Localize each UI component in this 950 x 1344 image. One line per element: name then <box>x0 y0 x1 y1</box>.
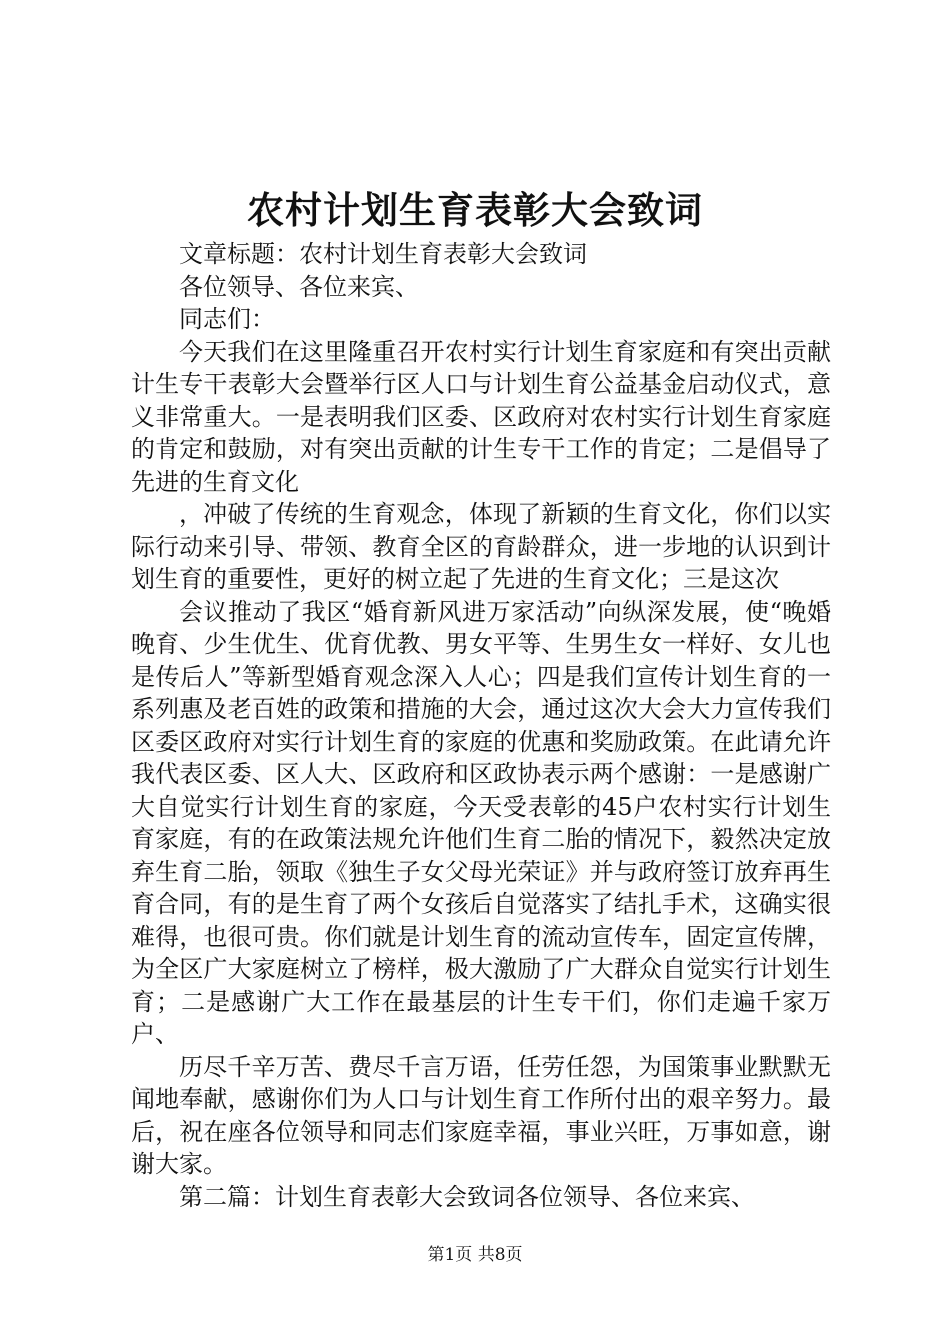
document-title: 农村计划生育表彰大会致词 <box>247 188 703 232</box>
page-number-footer: 第1页 共8页 <box>427 1245 523 1265</box>
document-body <box>131 238 831 1213</box>
salutation-line: 各位领导、各位来宾、 <box>179 272 419 301</box>
paragraph-closing: 历尽千辛万苦、费尽千言万语，任劳任怨，为国策事业默默无闻地奉献，感谢你们为人口与计划生育工作所付出的艰辛努力。最后，祝在座各位领导和同志们家庭幸福，事业兴旺，万事如意，谢谢大家。 <box>131 1052 831 1178</box>
salutation-comrades: 同志们： <box>179 305 275 333</box>
paragraph-opening: 今天我们在这里隆重召开农村实行计划生育家庭和有突出贡献计生专干表彰大会暨举行区人口与计划生育公益基金启动仪式，意义非常重大。一是表明我们区委、区政府对农村实行计划生育家庭的肯定和鼓励，对有突出贡献的计生专干工作的肯定；二是倡导了先进的生育文化 <box>131 337 831 496</box>
paragraph-meeting: 会议推动了我区“婚育新风进万家活动”向纵深发展，使“晚婚晚育、少生优生、优育优教、男女平等、生男生女一样好、女儿也是传后人”等新型婚育观念深入人心；四是我们宣传计划生育的一系列惠及老百姓的政策和措施的大会，通过这次大会大力宣传我们区委区政府对实行计划生育的家庭的优惠和奖励政策。在此请允许我代表区委、区人大、区政府和区政协表示两个感谢：一是感谢广大自觉实行计划生育的家庭，今天受表彰的45户农村实行计划生育家庭，有的在政策法规允许他们生育二胎的情况下，毅然决定放弃生育二胎，领取《独生子女父母光荣证》并与政府签订放弃再生育合同，有的是生育了两个女孩后自觉落实了结扎手术，这确实很难得，也很可贵。你们就是计划生育的流动宣传车，固定宣传牌，为全区广大家庭树立了榜样，极大激励了广大群众自觉实行计划生育；二是感谢广大工作在最基层的计生专干们，你们走遍千家万户、 <box>131 597 831 1048</box>
paragraph-second-article: 第二篇：计划生育表彰大会致词各位领导、各位来宾、 <box>179 1182 755 1211</box>
article-title-line: 文章标题：农村计划生育表彰大会致词 <box>179 240 587 268</box>
paragraph-culture: ，冲破了传统的生育观念，体现了新颖的生育文化，你们以实际行动来引导、带领、教育全区的育龄群众，进一步地的认识到计划生育的重要性，更好的树立起了先进的生育文化；三是这次 <box>131 500 831 593</box>
